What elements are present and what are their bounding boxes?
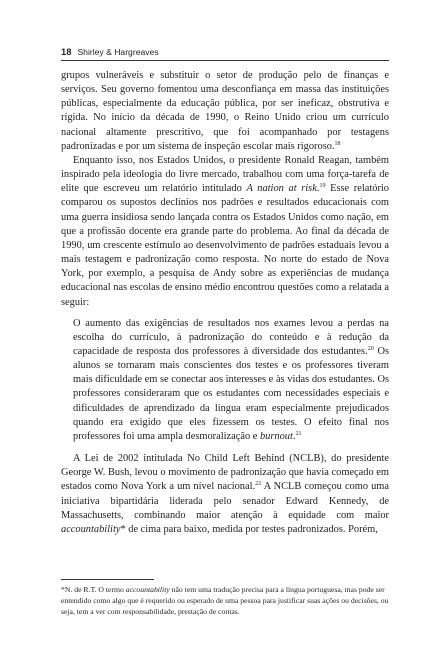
endnote-ref-21: 21 xyxy=(295,430,302,437)
paragraph-2-text-a: Enquanto isso, nos Estados Unidos, o presidente Ronald Reagan, também inspirado pela ideologia do livre mercado, trabalhou com uma força-tarefa de elite que escreveu um relatório intitulado xyxy=(61,154,389,195)
block-quote xyxy=(73,317,389,444)
paragraph-3-text-b: A NCLB começou como uma iniciativa bipartidária liderada pelo senador Edward Kennedy, de Massachusetts, combinando maior atenção à equidade com maior xyxy=(61,481,389,521)
quote-italic-term: burnout xyxy=(259,430,293,442)
running-title: Shirley & Hargreaves xyxy=(77,47,159,57)
paragraph-3-text-a: A Lei de 2002 intitulada No Child Left Behind (NCLB), do presidente George W. Bush, levou o movimento de padronização que havia começado em estados como Nova York a um nível nacional. xyxy=(61,453,389,493)
endnote-ref-19: 19 xyxy=(319,183,326,190)
paragraph-2 xyxy=(61,154,389,310)
page-number: 18 xyxy=(61,46,72,57)
quote-paragraph xyxy=(73,317,389,444)
footnote-text-b: não tem uma tradução precisa para a língua portuguesa, mas pode ser entendido como algo que é requerido ou esperado de uma pessoa para justificar suas ações ou decisões, ou seja, tem a ver com responsabilidade, prestação de contas. xyxy=(61,585,389,616)
quote-text-b: Os alunos se tornaram mais conscientes dos testes e os professores tiveram mais dificuldade em se conectar aos interesses e às vidas dos estudantes. Os professores consideraram que os estudantes com necessidades especiais e dificuldades de aprendizado da língua eram especialmente prejudicados quando era exigido que eles fizessem os testes. O efeito final nos professores foi uma ampla desmoralização e xyxy=(73,345,389,442)
paragraph-3-italic-term: accountability xyxy=(61,523,121,535)
endnote-ref-22: 22 xyxy=(255,481,262,488)
endnote-ref-20: 20 xyxy=(367,345,374,352)
footnote-rule xyxy=(61,579,154,580)
main-text xyxy=(61,69,389,537)
quote-text-c: . xyxy=(292,430,296,442)
quote-text-a: O aumento das exigências de resultados nos exames levou a perdas na escolha do currículo, à padronização do conteúdo e à redução da capacidade de resposta dos professores à diversidade dos estudantes. xyxy=(73,317,389,357)
report-title: A nation at risk xyxy=(246,183,317,195)
running-header xyxy=(61,46,159,57)
paragraph-1-text: grupos vulneráveis e substituir o setor de produção pelo de finanças e serviços. Seu governo fomentou uma desconfiança em massa das instituições públicas, especialmente da educação pública, por ser ineficaz, obstrutiva e rígida. No início da década de 1990, o Reino Unido criou um currículo nacional altamente prescritivo, que foi acompanhado por testagens padronizadas e por um sistema de inspeção escolar mais rigoroso. xyxy=(61,70,389,152)
paragraph-3 xyxy=(61,452,389,537)
paragraph-2-text-b: . xyxy=(316,183,320,195)
paragraph-2-text-c: Esse relatório comparou os supostos declínios nos padrões e resultados educacionais com uma guerra insidiosa sendo lançada contra os Estados Unidos como nação, em que a profissão docente era grande parte do problema. Ao final da década de 1990, um crescente estímulo ao desenvolvimento de padrões estaduais levou a mais testagem e padronização como resposta. No norte do estado de Nova York, por exemplo, a pesquisa de Andy sobre as experiências de mudança educacional nas escolas de ensino médio encontrou questões como a relatada a seguir: xyxy=(61,183,389,308)
footnote-italic-term: accountability xyxy=(125,585,170,594)
header-rule xyxy=(61,60,389,61)
footnote xyxy=(61,584,389,617)
paragraph-1 xyxy=(61,69,389,154)
endnote-ref-18: 18 xyxy=(334,140,341,147)
footnote-text-a: *N. de R.T. O termo xyxy=(61,585,126,594)
paragraph-3-text-c: * de cima para baixo, medida por testes padronizados. Porém, xyxy=(120,523,378,535)
